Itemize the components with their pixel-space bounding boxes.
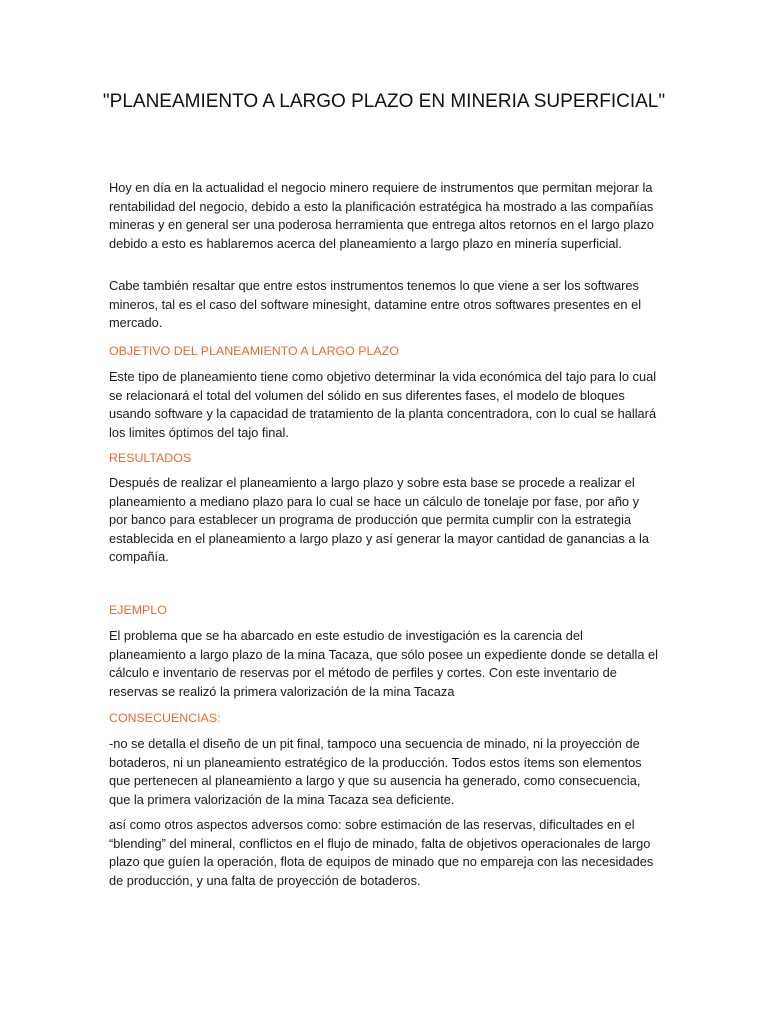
- section-heading-ejemplo: EJEMPLO: [109, 603, 167, 617]
- section-heading-resultados: RESULTADOS: [109, 451, 192, 465]
- section-paragraph-objetivo: Este tipo de planeamiento tiene como objetivo determinar la vida económica del tajo para lo cual se relacionará el total del volumen del sólido en sus diferentes fases, el modelo de bloques usando software y la capacidad de tratamiento de la planta concentradora, con lo cual se hallará los limites óptimos del tajo final.: [109, 369, 657, 440]
- intro-paragraph-1: Hoy en día en la actualidad el negocio minero requiere de instrumentos que permitan mejorar la rentabilidad del negocio, debido a esto la planificación estratégica ha mostrado a las compañías mineras y en general ser una poderosa herramienta que entrega altos retornos en el largo plazo debido a esto es hablaremos acerca del planeamiento a largo plazo en minería superficial.: [109, 180, 654, 251]
- section-paragraph-ejemplo: El problema que se ha abarcado en este estudio de investigación es la carencia del planeamiento a largo plazo de la mina Tacaza, que sólo posee un expediente donde se detalla el cálculo e inventario de reservas por el método de perfiles y cortes. Con este inventario de reservas se realizó la primera valorización de la mina Tacaza: [109, 628, 659, 699]
- section-heading-consecuencias: CONSECUENCIAS:: [109, 711, 221, 725]
- document-title: "PLANEAMIENTO A LARGO PLAZO EN MINERIA SUPERFICIAL": [102, 91, 666, 112]
- section-heading-objetivo: OBJETIVO DEL PLANEAMIENTO A LARGO PLAZO: [109, 344, 399, 358]
- section-paragraph-consecuencias-2: así como otros aspectos adversos como: sobre estimación de las reservas, dificultades en el “blending” del mineral, conflictos en el flujo de minado, falta de objetivos operacionales de largo plazo que guíen la operación, flota de equipos de minado que no empareja con las necesidades de producción, y una falta de proyección de botaderos.: [109, 817, 654, 888]
- intro-paragraph-2: Cabe también resaltar que entre estos instrumentos tenemos lo que viene a ser los softwares mineros, tal es el caso del software minesight, datamine entre otros softwares presentes en el mercado.: [109, 278, 642, 331]
- section-paragraph-resultados: Después de realizar el planeamiento a largo plazo y sobre esta base se procede a realizar el planeamiento a mediano plazo para lo cual se hace un cálculo de tonelaje por fase, por año y por banco para establecer un programa de producción que permita cumplir con la estrategia establecida en el planeamiento a largo plazo y así generar la mayor cantidad de ganancias a la compañía.: [109, 475, 649, 565]
- section-paragraph-consecuencias-1: -no se detalla el diseño de un pit final, tampoco una secuencia de minado, ni la proyección de botaderos, ni un planeamiento estratégico de la producción. Todos estos ítems son elementos que pertenecen al planeamiento a largo y que su ausencia ha generado, como consecuencia, que la primera valorización de la mina Tacaza sea deficiente.: [109, 736, 642, 807]
